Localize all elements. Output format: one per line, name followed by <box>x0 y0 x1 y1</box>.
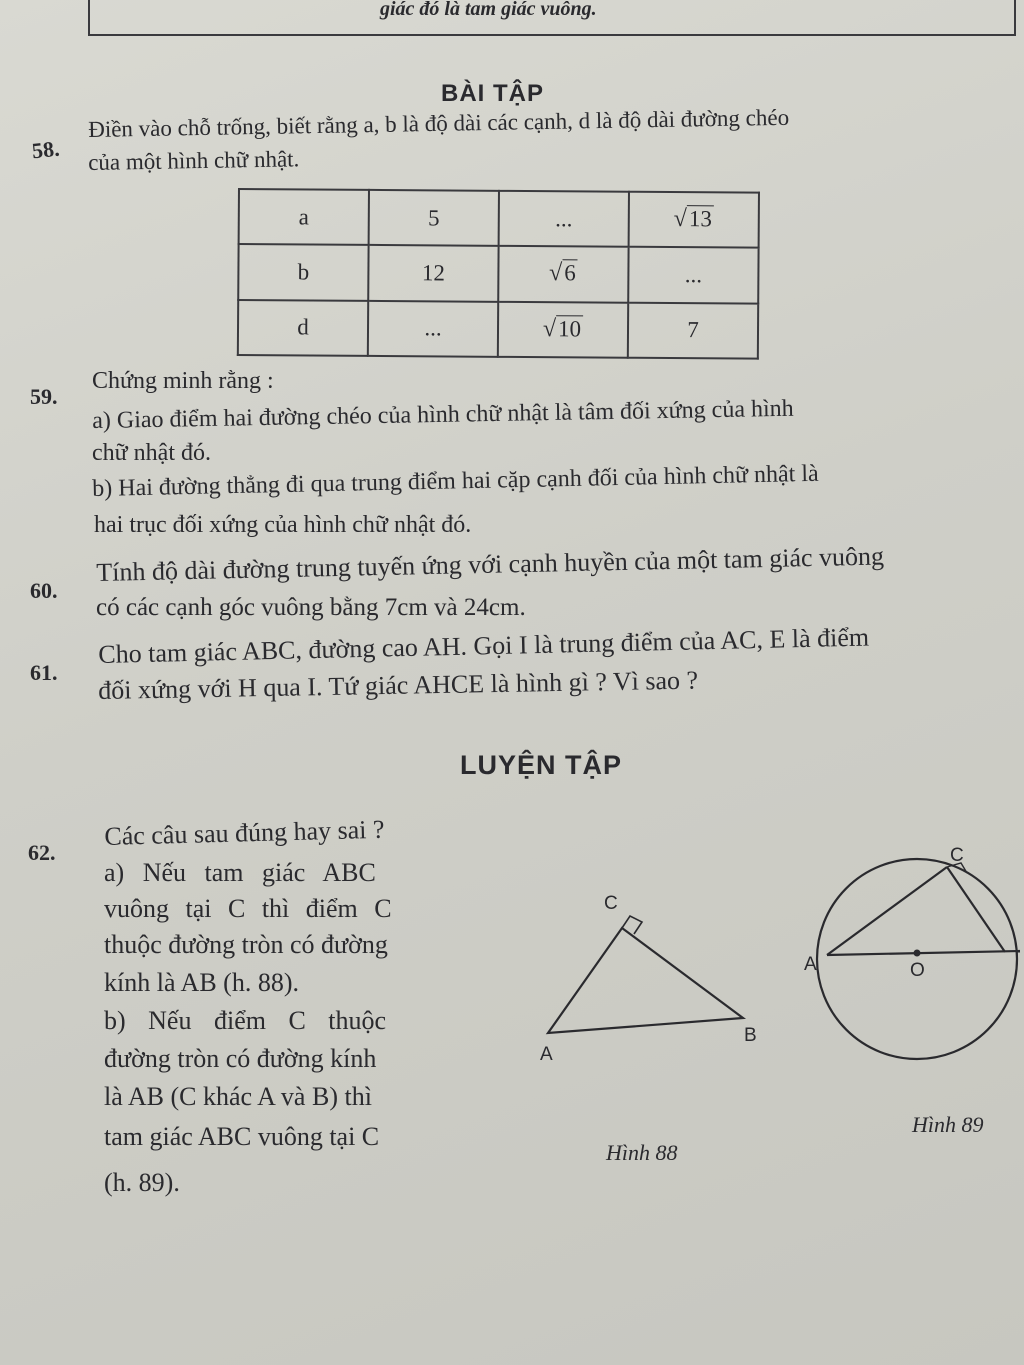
previous-section-box <box>88 0 1016 36</box>
exercise-62b-line3: là AB (C khác A và B) thì <box>104 1082 372 1111</box>
section-heading-bai-tap: BÀI TẬP <box>441 80 544 107</box>
figure-88-triangle <box>530 900 770 1060</box>
table-cell-blank: ... <box>499 191 629 247</box>
exercise-61-number: 61. <box>30 660 58 685</box>
exercise-59b-line2: hai trục đối xứng của hình chữ nhật đó. <box>94 512 472 538</box>
exercise-62b-line5: (h. 89). <box>104 1168 180 1197</box>
figure-88-label-c: C <box>604 893 618 914</box>
exercise-60-line1: Tính độ dài đường trung tuyến ứng với cạnh huyền của một tam giác vuông <box>96 541 885 587</box>
table-cell-label: b <box>238 244 368 300</box>
exercise-58-text-line2: của một hình chữ nhật. <box>88 146 300 175</box>
table-cell-blank: ... <box>628 247 758 303</box>
table-cell-sqrt <box>498 246 628 302</box>
figure-89-label-o: O <box>910 960 925 981</box>
figure-89-label-a: A <box>804 954 817 975</box>
radicand: 13 <box>687 205 714 231</box>
figure-88-label-b: B <box>744 1025 757 1046</box>
sqrt-symbol: √ <box>542 315 557 343</box>
table-cell-sqrt <box>498 301 628 357</box>
chord-ac <box>827 867 947 955</box>
table-cell-label: d <box>238 300 368 356</box>
rectangle-dimensions-table <box>237 188 760 360</box>
table-cell: 7 <box>628 302 758 358</box>
exercise-60-number: 60. <box>30 578 58 603</box>
exercise-59a-line2: chữ nhật đó. <box>92 440 211 466</box>
figure-88-caption: Hình 88 <box>606 1140 678 1165</box>
exercise-61-line2: đối xứng với H qua I. Tứ giác AHCE là hình gì ? Vì sao ? <box>98 665 699 705</box>
exercise-59-title: Chứng minh rằng : <box>92 368 274 394</box>
exercise-61-line1: Cho tam giác ABC, đường cao AH. Gọi I là trung điểm của AC, E là điểm <box>98 622 870 669</box>
exercise-58-text-line1: Điền vào chỗ trống, biết rằng a, b là độ dài các cạnh, d là độ dài đường chéo <box>88 104 790 142</box>
exercise-62b-line1: b) Nếu điểm C thuộc <box>104 1006 387 1035</box>
table-cell-blank: ... <box>368 301 498 357</box>
chord-cb <box>947 867 1005 952</box>
sqrt-symbol: √ <box>673 206 687 233</box>
exercise-62b-line4: tam giác ABC vuông tại C <box>104 1122 380 1151</box>
exercise-62a-line2: vuông tại C thì điểm C <box>104 894 392 923</box>
figure-89-label-c: C <box>950 845 964 866</box>
exercise-62-title: Các câu sau đúng hay sai ? <box>104 814 385 851</box>
exercise-62b-line2: đường tròn có đường kính <box>104 1044 377 1073</box>
table-row-d <box>238 300 758 359</box>
radicand: 6 <box>562 260 578 286</box>
center-point <box>914 950 921 957</box>
exercise-62a-line4: kính là AB (h. 88). <box>104 968 299 997</box>
table-row-a <box>239 189 759 248</box>
table-cell: 5 <box>369 190 499 246</box>
radicand: 10 <box>556 315 583 341</box>
previous-section-text: giác đó là tam giác vuông. <box>380 0 597 20</box>
exercise-62a-line1: a) Nếu tam giác ABC <box>104 858 376 887</box>
triangle-abc <box>548 928 743 1033</box>
exercise-59a-line1: a) Giao điểm hai đường chéo của hình chữ nhật là tâm đối xứng của hình <box>92 395 794 434</box>
exercise-62-number: 62. <box>28 840 56 865</box>
exercise-60-line2: có các cạnh góc vuông bằng 7cm và 24cm. <box>96 594 526 621</box>
figure-89-caption: Hình 89 <box>912 1112 984 1137</box>
diameter-ab <box>827 951 1020 955</box>
exercise-58-number: 58. <box>30 135 61 164</box>
table-cell-sqrt <box>629 192 759 248</box>
sqrt-symbol: √ <box>548 260 563 287</box>
section-heading-luyen-tap: LUYỆN TẬP <box>460 750 623 780</box>
exercise-59-number: 59. <box>30 384 58 409</box>
table-cell-label: a <box>239 189 369 245</box>
table-row-b <box>238 244 758 303</box>
exercise-62a-line3: thuộc đường tròn có đường <box>104 930 388 959</box>
exercise-59b-line1: b) Hai đường thẳng đi qua trung điểm hai cặp cạnh đối của hình chữ nhật là <box>92 460 819 502</box>
table-cell: 12 <box>368 245 498 301</box>
figure-88-label-a: A <box>540 1044 553 1065</box>
